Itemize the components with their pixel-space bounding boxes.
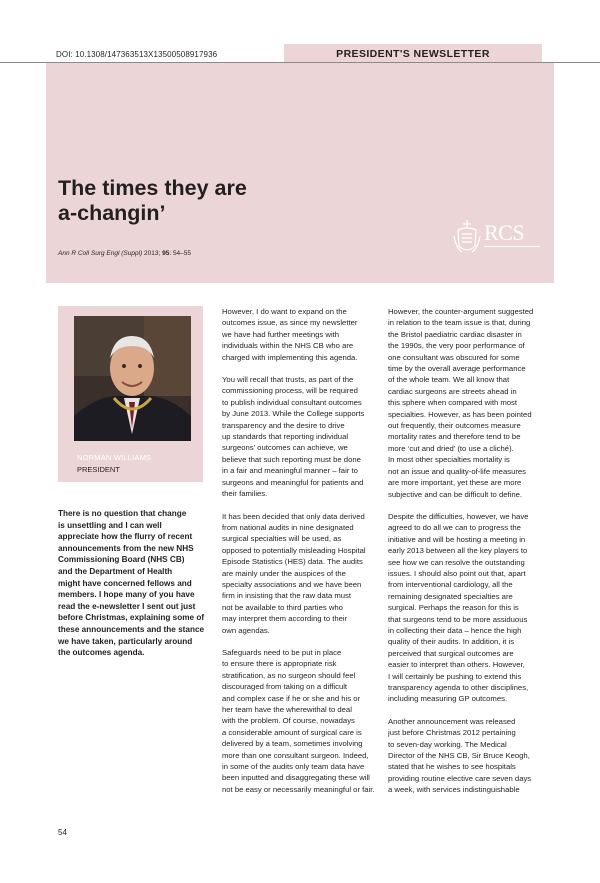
body-line: to publish individual consultant outcomes: [222, 397, 362, 407]
body-line: that surgeons tend to be more assiduous: [388, 614, 528, 624]
body-line: believe that such reporting must be done: [222, 454, 361, 464]
body-line: early 2013 between all the key players to: [388, 546, 528, 556]
intro-line: the outcomes agenda.: [58, 648, 145, 658]
logo-underline: [484, 246, 540, 251]
body-line: surgical. Perhaps the reason for this is: [388, 603, 519, 613]
body-line: mortality rates and therefore tend to be: [388, 432, 521, 442]
body-line: surgeons and meaningful for patients and: [222, 477, 364, 487]
body-line: In most other specialties mortality is: [388, 455, 510, 465]
body-column-3: [388, 306, 543, 807]
body-line: delivered by a team, sometimes involving: [222, 739, 363, 749]
page-number: 54: [58, 828, 67, 837]
body-line: with the problem. Of course, nowadays: [222, 716, 355, 726]
body-line: their families.: [222, 489, 268, 499]
body-paragraph: [388, 511, 543, 705]
title-line-2: a-changin’: [58, 201, 166, 225]
body-line: discouraged from taking on a difficult: [222, 682, 348, 692]
body-line: surgeons’ outcomes can achieve, we: [222, 443, 348, 453]
body-line: However, I do want to expand on the: [222, 307, 347, 316]
body-line: more ‘cut and dried’ (to use a cliché).: [388, 443, 514, 453]
body-line: individuals within the NHS CB who are: [222, 341, 354, 351]
body-paragraph: [222, 306, 370, 363]
body-line: charged with implementing this agenda.: [222, 352, 358, 362]
section-tab: [284, 44, 542, 62]
body-line: are mainly under the auspices of the: [222, 568, 346, 578]
body-line: Another announcement was released: [388, 716, 516, 726]
body-line: initiative and will be hosting a meeting in: [388, 534, 526, 544]
citation-pages: : 54–55: [169, 250, 192, 257]
body-line: Safeguards need to be put in place: [222, 647, 342, 657]
body-line: just before Christmas 2012 pertaining: [388, 728, 516, 738]
body-line: outcomes issue, as since my newsletter: [222, 318, 358, 328]
body-line: in some of the audits only team data have: [222, 762, 365, 772]
body-line: see how we can resolve the outstanding: [388, 557, 525, 567]
body-line: the Bristol paediatric cardiac disaster in: [388, 329, 522, 339]
body-line: more than one consultant surgeon. Indeed,: [222, 750, 369, 760]
body-line: firm in insisting that the raw data must: [222, 591, 352, 601]
body-line: However, the counter-argument suggested: [388, 307, 534, 316]
citation: [58, 250, 191, 257]
body-line: easier to interpret than others. However,: [388, 660, 525, 670]
body-line: It has been decided that only data derived: [222, 511, 365, 521]
body-line: You will recall that trusts, as part of the: [222, 375, 354, 385]
body-line: in collecting their data – hence the high: [388, 625, 522, 635]
body-line: out frequently, their outcomes measure: [388, 421, 521, 431]
citation-volume: 95: [162, 250, 170, 257]
body-line: I will certainly be pushing to extend this: [388, 671, 522, 681]
body-line: including measuring GP outcomes.: [388, 694, 508, 704]
body-line: quality of their audits. In addition, it is: [388, 637, 515, 647]
logo-text: RCS: [484, 220, 525, 245]
body-line: one consultant was obscured for some: [388, 352, 520, 362]
body-line: in a fair and meaningful manner – fair to: [222, 466, 358, 476]
body-line: subjective and can be difficult to define.: [388, 489, 523, 499]
body-line: opposed to potentially misleading Hospital: [222, 545, 366, 555]
body-line: been inputted and disaggregating these will: [222, 773, 370, 783]
author-name: NORMAN WILLIAMS: [77, 453, 152, 462]
intro-line: is unsettling and I can well: [58, 520, 162, 530]
body-line: up standards that reporting individual: [222, 432, 349, 442]
intro-line: members. I hope many of you have: [58, 590, 195, 600]
section-label: PRESIDENT'S NEWSLETTER: [336, 48, 490, 60]
body-line: from national audits in nine designated: [222, 522, 354, 532]
body-line: a considerable amount of surgical care is: [222, 727, 362, 737]
body-line: perceived that surgical outcomes are: [388, 648, 514, 658]
body-line: by June 2013. While the College supports: [222, 409, 365, 419]
body-line: cardiac surgeons are streets ahead in: [388, 386, 517, 396]
intro-line: and the Department of Health: [58, 566, 173, 576]
body-line: own agendas.: [222, 625, 270, 635]
body-line: her team have the wherewithal to deal: [222, 705, 352, 714]
intro-line: before Christmas, explaining some of: [58, 613, 205, 623]
body-line: a week, with services indistinguishable: [388, 785, 520, 795]
body-line: issues. I should also point out that, apart: [388, 568, 526, 578]
body-paragraph: [388, 716, 543, 796]
body-line: from interventional cardiology, all the: [388, 580, 513, 590]
intro-line: appreciate how the flurry of recent: [58, 532, 193, 542]
body-line: specialties. However, as has been pointed: [388, 409, 532, 419]
intro-line: these announcements and the stance: [58, 624, 205, 634]
body-line: agreed to do all we can to progress the: [388, 523, 521, 533]
portrait-image: [74, 316, 191, 441]
intro-line: Commissioning Board (NHS CB): [58, 555, 185, 565]
body-line: remaining designated specialties are: [388, 591, 513, 601]
body-line: may interpret them according to their: [222, 614, 348, 624]
body-paragraph: [222, 374, 370, 499]
intro-line: might have concerned fellows and: [58, 578, 192, 588]
body-paragraph: [222, 511, 370, 636]
body-line: not be available to third parties who: [222, 602, 343, 612]
citation-journal: Ann R Coll Surg Engl (Suppl): [58, 250, 143, 257]
intro-line: There is no question that change: [58, 509, 187, 518]
intro-line: announcements from the new NHS: [58, 543, 194, 553]
body-line: surgical specialties will be used, as: [222, 534, 342, 544]
body-line: to ensure there is appropriate risk: [222, 659, 337, 669]
body-line: not an issue and quality-of-life measures: [388, 466, 527, 476]
body-line: specialty associations and we have been: [222, 579, 362, 589]
body-line: transparency agenda to other disciplines,: [388, 683, 529, 692]
doi-text: DOI: 10.1308/147363513X13500508917936: [56, 50, 218, 59]
body-paragraph: [222, 647, 375, 795]
body-line: of the whole team. We all know that: [388, 375, 510, 385]
body-line: time by the overall average performance: [388, 364, 526, 374]
title-line-1: The times they are: [58, 176, 247, 200]
body-line: in relation to the team issue is that, during: [388, 318, 531, 328]
body-line: commissioning process, will be required: [222, 386, 358, 396]
body-line: stated that he wishes to see hospitals: [388, 762, 516, 772]
body-line: Despite the difficulties, however, we have: [388, 511, 529, 521]
author-photo: [74, 316, 191, 441]
body-line: and complex case if he or she and his or: [222, 693, 361, 703]
body-line: we have had further meetings with: [222, 329, 340, 339]
body-line: Episode Statistics (HES) data. The audits: [222, 557, 363, 567]
intro-line: read the e-newsletter I sent out just: [58, 601, 196, 611]
body-line: the 1990s, the very poor performance of: [388, 341, 525, 351]
body-line: Director of the NHS CB, Sir Bruce Keogh,: [388, 751, 530, 761]
intro-line: we have taken, particularly around: [58, 636, 193, 646]
rcs-logo: [452, 216, 542, 258]
body-column-2: [222, 306, 375, 806]
citation-year: 2013;: [144, 250, 161, 257]
article-title: [58, 176, 247, 226]
author-role: PRESIDENT: [77, 465, 120, 474]
intro-paragraph: [58, 508, 204, 659]
crest-icon: [452, 216, 482, 258]
body-line: to seven-day working. The Medical: [388, 739, 507, 749]
body-line: are more important, yet these are more: [388, 478, 522, 488]
body-line: transparency and the desire to drive: [222, 420, 345, 430]
body-line: stratification, as no surgeon should feel: [222, 670, 356, 680]
body-line: providing routine elective care seven days: [388, 773, 532, 783]
body-line: not be easy or necessarily meaningful or fair.: [222, 784, 375, 794]
body-line: this sphere when compared with most: [388, 398, 518, 408]
body-paragraph: [388, 306, 543, 500]
